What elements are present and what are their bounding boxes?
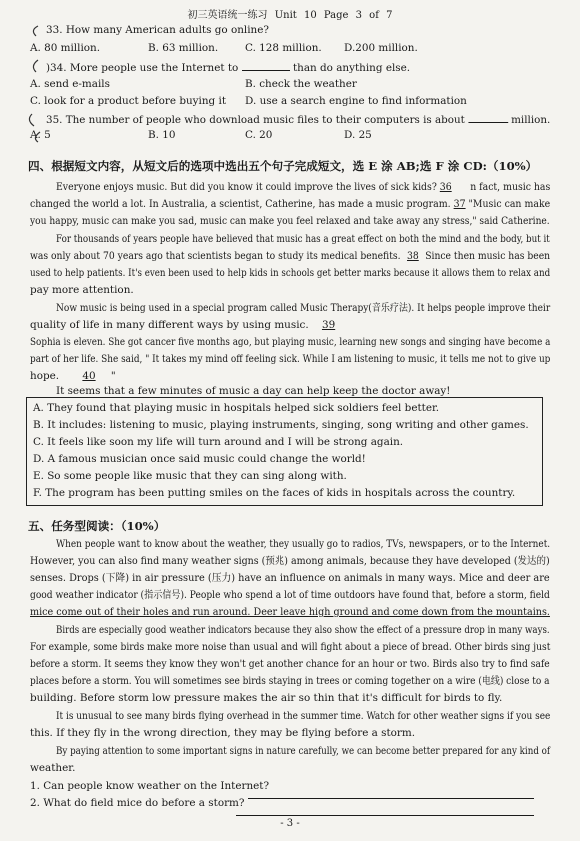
q34-option-d: D. use a search engine to find information [245, 95, 467, 107]
q33-option-d: D.200 million. [344, 42, 418, 54]
header-title: 初三英语统一练习 [187, 10, 268, 21]
s4-line-9: quality of life in many different ways by using music. 39 [30, 319, 349, 332]
section-5-title: 五、任务型阅读：（10%） [28, 519, 166, 533]
options-box [26, 397, 543, 506]
s4-line-7: pay more attention. [30, 284, 134, 296]
s4-line-1: Everyone enjoys music. But did you know it could improve the lives of sick kids? 36 n fact, music has [56, 181, 551, 193]
s5-line-1: When people want to know about the weather, they usually go to radios, TVs, newspapers, or to the Internet. [56, 538, 551, 550]
s5-line-7: For example, some birds make more noise than usual and will fight about a piece of bread. Other birds sing just [30, 641, 551, 653]
blank-36[interactable]: 36 [439, 181, 452, 193]
q34-option-c: C. look for a product before buying it [30, 95, 227, 107]
answer-line-2[interactable] [236, 805, 534, 816]
s5-line-5: mice come out of their holes and run around. Deer leave high ground and come down from the mountains. [30, 606, 550, 618]
option-a: A. They found that playing music in hospitals helped sick soldiers feel better. [33, 402, 440, 414]
blank-38[interactable]: 38 [407, 250, 419, 262]
s4-line-5: was only about 70 years ago that scientists began to study its medical benefits. 38 Since then music has been [30, 250, 551, 262]
s4-line-10: Sophia is eleven. She got cancer five months ago, but playing music, learning new songs and singing have become a [30, 336, 551, 348]
option-e: E. So some people like music that they can sing along with. [33, 470, 347, 482]
s4-line-3: you happy, music can make you sad, music can make you feel relaxed and take away any stress," said Catherine. [30, 215, 550, 227]
s5-line-3: senses. Drops (下降) in air pressure (压力) have an influence on animals in many ways. Mice and deer are [30, 572, 550, 584]
page-header [0, 6, 580, 21]
header-page: Page 3 of 7 [323, 10, 393, 21]
answer-blank-35[interactable] [468, 112, 508, 123]
q34-option-b: B. check the weather [245, 78, 357, 90]
s5-line-8: before a storm. It seems they know they won't get another chance for an hour or two. Birds also try to find safe [30, 658, 550, 670]
q33-option-c: C. 128 million. [245, 42, 322, 54]
question-33: 33. How many American adults go online? [46, 24, 269, 36]
option-f: F. The program has been putting smiles on the faces of kids in hospitals across the country. [33, 487, 516, 499]
s4-line-13: It seems that a few minutes of music a day can help keep the doctor away! [56, 385, 451, 397]
section-4-title: 四、根据短文内容，从短文后的选项中选出五个句子完成短文，选 E 涂 AB;选 F 涂 CD:（10%） [28, 159, 538, 173]
s4-line-8: Now music is being used in a special program called Music Therapy(音乐疗法). It helps people improve their [56, 302, 551, 314]
s5-line-14: weather. [30, 762, 76, 774]
answer-blank-34[interactable] [242, 60, 290, 71]
option-c: C. It feels like soon my life will turn around and I will be strong again. [33, 436, 404, 448]
question-35: 35. The number of people who download music files to their computers is about million. [46, 114, 551, 126]
s4-line-11: part of her life. She said, " It takes my mind off feeling sick. While I am listening to music, it tells me not to give up [30, 353, 551, 365]
task-question-2: 2. What do field mice do before a storm? [30, 797, 245, 809]
q33-option-b: B. 63 million. [148, 42, 219, 54]
question-34: )34. More people use the Internet to than do anything else. [46, 62, 411, 74]
blank-39[interactable]: 39 [321, 319, 336, 331]
s5-line-4: good weather indicator (指示信号). People who spend a lot of time outdoors have found that, before a storm, field [30, 589, 550, 601]
s4-line-2: changed the world a lot. In Australia, a scientist, Catherine, has made a music program. 37 "Music can make [30, 198, 551, 210]
page-number: - 3 - [280, 818, 300, 829]
s5-line-13: By paying attention to some important signs in nature carefully, we can become better prepared for any kind of [56, 745, 551, 757]
q35-option-d: D. 25 [344, 129, 372, 141]
q35-option-c: C. 20 [245, 129, 273, 141]
s4-line-12: hope. 40 " [30, 370, 116, 382]
s5-line-9: places before a storm. You will sometimes see birds staying in trees or coming together on a wire (电线) close to a [30, 675, 550, 687]
answer-line-1[interactable] [248, 788, 534, 799]
s4-line-4: For thousands of years people have believed that music has a great effect on both the mind and the body, but it [56, 233, 550, 245]
q33-option-a: A. 80 million. [30, 42, 101, 54]
blank-40[interactable]: 40 [82, 370, 96, 382]
s5-line-12: this. If they fly in the wrong direction, they may be flying before a storm. [30, 727, 416, 739]
blank-37[interactable]: 37 [453, 198, 466, 210]
task-question-1: 1. Can people know weather on the Internet? [30, 780, 270, 792]
q34-option-a: A. send e-mails [30, 78, 110, 90]
handwritten-marks-icon [22, 22, 46, 144]
s4-line-6: used to help patients. It's even been used to help kids in schools get better marks because it allows them to relax and [30, 267, 551, 279]
header-unit: Unit 10 [274, 10, 317, 21]
q35-option-a: A. 5 [30, 129, 51, 141]
q35-option-b: B. 10 [148, 129, 176, 141]
option-b: B. It includes: listening to music, playing instruments, singing, song writing and other games. [33, 419, 529, 431]
s5-line-2: However, you can also find many weather signs (预兆) among animals, because they have developed (发达的) [30, 555, 550, 567]
s5-line-6: Birds are especially good weather indicators because they also show the effect of a pressure drop in many ways. [56, 624, 550, 636]
s5-line-11: It is unusual to see many birds flying overhead in the summer time. Watch for other weather signs if you see [56, 710, 551, 722]
s5-line-10: building. Before storm low pressure makes the air so thin that it's difficult for birds to fly. [30, 692, 503, 704]
option-d: D. A famous musician once said music could change the world! [33, 453, 366, 465]
